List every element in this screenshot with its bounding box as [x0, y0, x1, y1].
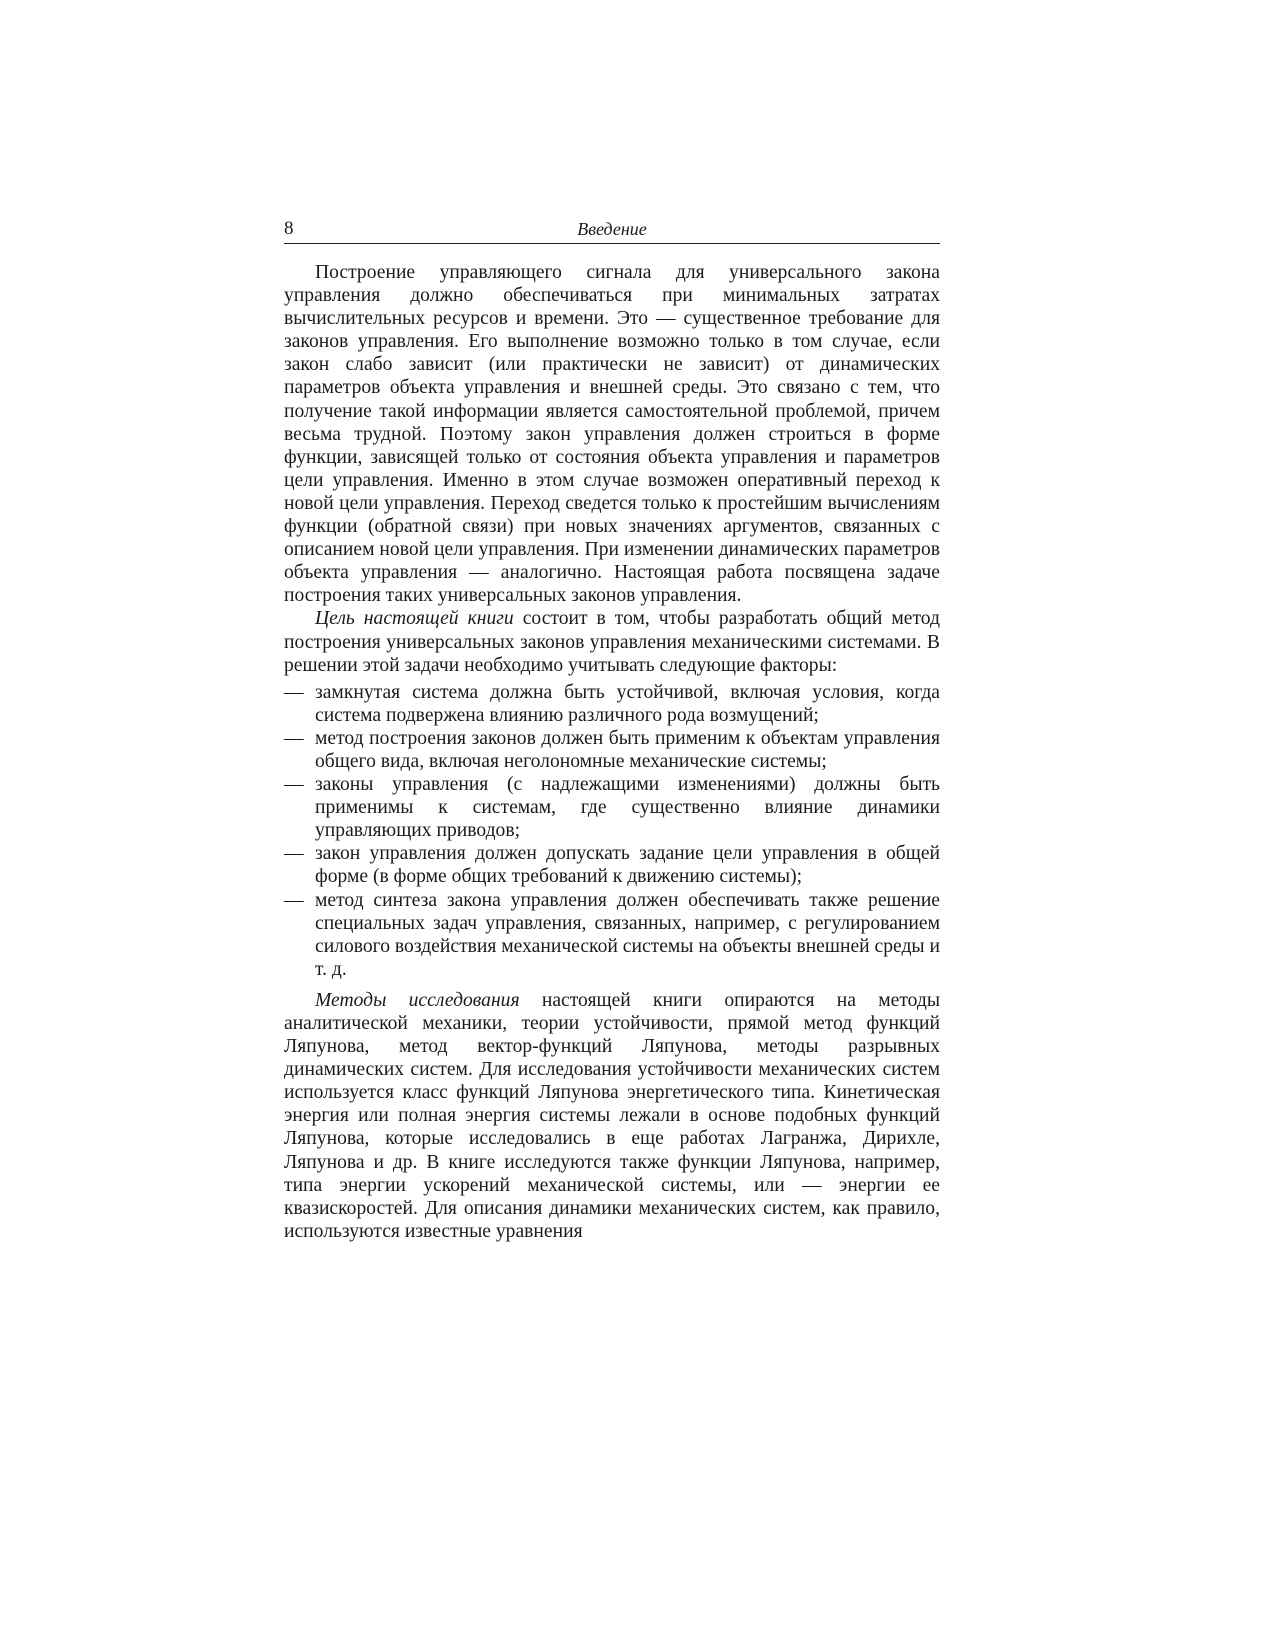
list-item-text: метод синтеза закона управления должен обеспечивать также решение специальных задач управления, связанных, например, с регулированием силового воздействия механической системы на объекты внешней среды и т. д. [315, 889, 940, 980]
list-item [284, 727, 940, 773]
list-item-text: замкнутая система должна быть устойчивой, включая условия, когда система подвержена влиянию различного рода возмущений; [315, 681, 940, 726]
dash-marker: — [284, 681, 304, 703]
list-item-text: закон управления должен допускать задание цели управления в общей форме (в форме общих требований к движению системы); [315, 843, 940, 888]
page-number: 8 [284, 218, 294, 239]
paragraph-goal [284, 607, 940, 676]
dash-marker: — [284, 889, 304, 911]
list-item [284, 842, 940, 888]
section-title: Введение [577, 219, 647, 239]
dash-marker: — [284, 843, 304, 865]
dash-marker: — [284, 774, 304, 796]
list-item [284, 889, 940, 981]
list-item-text: метод построения законов должен быть применим к объектам управления общего вида, включая неголономные механические системы; [315, 727, 940, 772]
paragraph-intro: Построение управляющего сигнала для универсального закона управления должно обеспечиваться при минимальных затратах вычислительных ресурсов и времени. Это — существенное требование для законов управления. Его выполнение возможно только в том случае, если закон слабо зависит (или практически не зависит) от динамических параметров объекта управления и внешней среды. Это связано с тем, что получение такой информации является самостоятельной проблемой, причем весьма трудной. Поэтому закон управления должен строиться в форме функции, зависящей только от состояния объекта управления и параметров цели управления. Именно в этом случае возможен оперативный переход к новой цели управления. Переход сведется только к простейшим вычислениям функции (обратной связи) при новых значениях аргументов, связанных с описанием новой цели управления. При изменении динамических параметров объекта управления — аналогично. Настоящая работа посвящена задаче построения таких универсальных законов управления. [284, 262, 940, 607]
factors-list [284, 681, 940, 981]
running-head [284, 217, 940, 244]
dash-marker: — [284, 727, 304, 749]
body-text [284, 261, 940, 1243]
goal-text: состоит в том, чтобы разработать общий метод построения универсальных законов управления механическими системами. В решении этой задачи необходимо учитывать следующие факторы: [284, 608, 940, 676]
methods-emphasis: Методы исследования [315, 989, 520, 1011]
list-item [284, 773, 940, 842]
goal-emphasis: Цель настоящей книги [315, 608, 514, 630]
methods-text: настоящей книги опираются на методы аналитической механики, теории устойчивости, прямой метод функций Ляпунова, метод вектор-функций Ляпунова, методы разрывных динамических систем. Для исследования устойчивости механических систем используется класс функций Ляпунова энергетического типа. Кинетическая энергия или полная энергия системы лежали в основе подобных функций Ляпунова, которые исследовались в еще работах Лагранжа, Дирихле, Ляпунова и др. В книге исследуются также функции Ляпунова, например, типа энергии ускорений механической системы, или — энергии ее квазискоростей. Для описания динамики механических систем, как правило, используются известные уравнения [284, 989, 941, 1242]
list-item-text: законы управления (с надлежащими изменениями) должны быть применимы к системам, где существенно влияние динамики управляющих приводов; [315, 774, 940, 842]
paragraph-methods [284, 989, 940, 1243]
list-item [284, 681, 940, 727]
